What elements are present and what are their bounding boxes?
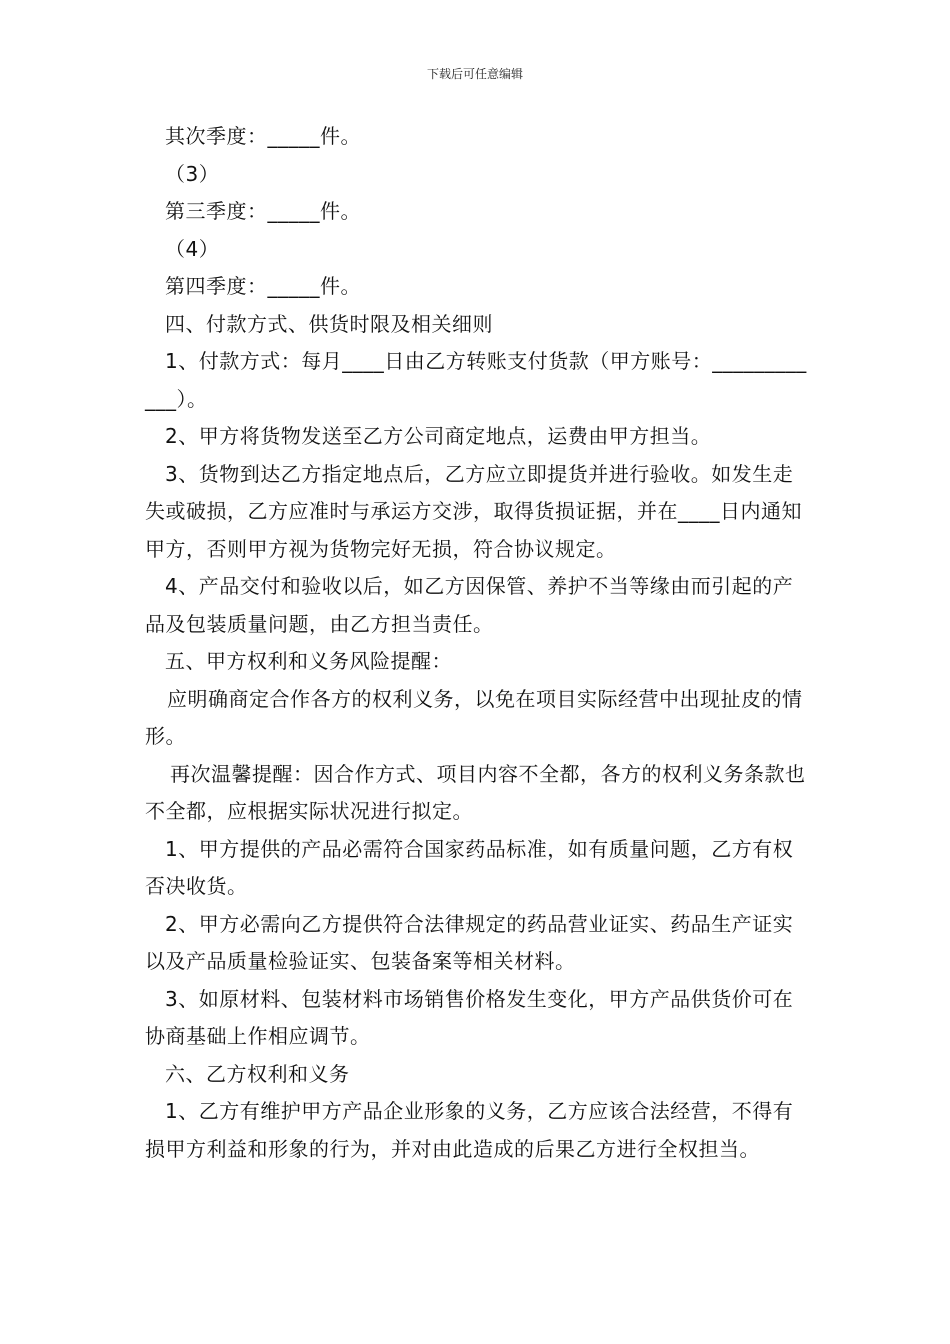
paragraph-quarter-3: 第三季度：_____件。: [165, 199, 361, 223]
paragraph-party-b-image: 1、乙方有维护甲方产品企业形象的义务，乙方应该合法经营，不得有损甲方利益和形象的行为，并对由此造成的后果乙方进行全权担当。: [145, 1099, 794, 1161]
document-body: [145, 118, 810, 1168]
paragraph-inspection: 3、货物到达乙方指定地点后，乙方应立即提货并进行验收。如发生走失或破损，乙方应准时与承运方交涉，取得货损证据，并在____日内通知甲方，否则甲方视为货物完好无损，符合协议规定。: [145, 461, 802, 561]
paragraph-delivery: 2、甲方将货物发送至乙方公司商定地点，运费由甲方担当。: [165, 424, 712, 448]
section-heading-party-b: 六、乙方权利和义务: [165, 1061, 350, 1086]
section-heading-payment: 四、付款方式、供货时限及相关细则: [165, 311, 493, 336]
paragraph-item-3: （3）: [165, 161, 220, 186]
paragraph-party-a-documents: 2、甲方必需向乙方提供符合法律规定的药品营业证实、药品生产证实以及产品质量检验证实、包装备案等相关材料。: [145, 911, 794, 973]
paragraph-item-4: （4）: [165, 236, 220, 261]
paragraph-reminder: 再次温馨提醒：因合作方式、项目内容不全都，各方的权利义务条款也不全都，应根据实际状况进行拟定。: [145, 761, 806, 823]
paragraph-party-a-price: 3、如原材料、包装材料市场销售价格发生变化，甲方产品供货价可在协商基础上作相应调节。: [145, 986, 794, 1048]
paragraph-quarter-4: 第四季度：_____件。: [165, 274, 361, 298]
paragraph-quarter-2: 其次季度：_____件。: [165, 124, 361, 148]
section-heading-party-a: 五、甲方权利和义务风险提醒：: [165, 649, 452, 673]
paragraph-payment-method: 1、付款方式：每月____日由乙方转账支付货款（甲方账号：____________）。: [145, 349, 807, 411]
paragraph-quality-liability: 4、产品交付和验收以后，如乙方因保管、养护不当等缘由而引起的产品及包装质量问题，由乙方担当责任。: [145, 574, 794, 636]
page-header: 下载后可任意编辑: [426, 67, 523, 81]
paragraph-party-a-standard: 1、甲方提供的产品必需符合国家药品标准，如有质量问题，乙方有权否决收货。: [145, 836, 794, 898]
paragraph-risk-note: 应明确商定合作各方的权利义务，以免在项目实际经营中出现扯皮的情形。: [145, 686, 803, 748]
